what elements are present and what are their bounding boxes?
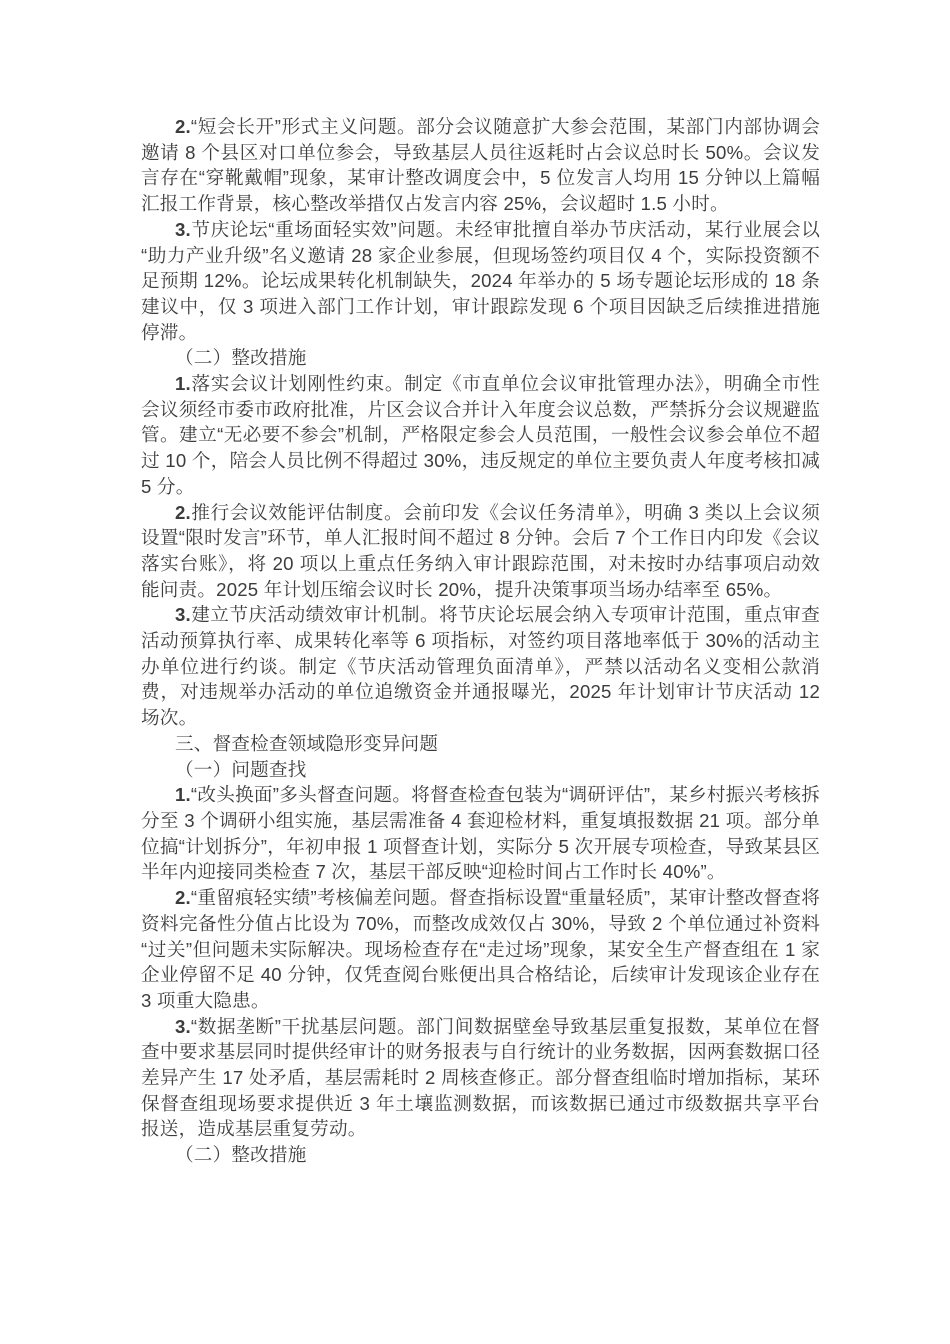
paragraph-number: 3.: [175, 218, 191, 240]
paragraph-number: 2.: [175, 887, 191, 909]
subheading-text: （一）问题查找: [175, 758, 307, 780]
paragraph-text: “改头换面”多头督查问题。将督查检查包装为“调研评估”，某乡村振兴考核拆分至 3 个调研小组实施，基层需准备 4 套迎检材料，重复填报数据 21 项。部分单位搞“计划拆分”，年初申报 1 项督查计划，实际分 5 次开展专项检查，导致某县区半年内迎接同类检查 7 次，基层干部反映“迎检时间占工作时长 40%”。: [141, 784, 820, 883]
paragraph-problem-paper-trail-bias: [141, 885, 820, 1014]
subheading-rectification-measures-2: [141, 1142, 820, 1168]
section-heading-inspection-issues: [141, 731, 820, 757]
document-text-body: [141, 114, 820, 1168]
paragraph-text: 落实会议计划刚性约束。制定《市直单位会议审批管理办法》，明确全市性会议须经市委市政府批准，片区会议合并计入年度会议总数，严禁拆分会议规避监管。建立“无必要不参会”机制，严格限定参会人员范围，一般性会议参会单位不超过 10 个，陪会人员比例不得超过 30%，违反规定的单位主要负责人年度考核扣减 5 分。: [141, 373, 820, 497]
paragraph-text: 推行会议效能评估制度。会前印发《会议任务清单》，明确 3 类以上会议须设置“限时发言”环节，单人汇报时间不超过 8 分钟。会后 7 个工作日内印发《会议落实台账》，将 20 项以上重点任务纳入审计跟踪范围，对未按时办结事项启动效能问责。2025 年计划压缩会议时长 20%，提升决策事项当场办结率至 65%。: [141, 501, 820, 600]
section-heading-text: 三、督查检查领域隐形变异问题: [175, 732, 439, 754]
paragraph-number: 3.: [175, 1015, 191, 1037]
paragraph-text: 节庆论坛“重场面轻实效”问题。未经审批擅自举办节庆活动，某行业展会以“助力产业升级”名义邀请 28 家企业参展，但现场签约项目仅 4 个，实际投资额不足预期 12%。论坛成果转化机制缺失，2024 年举办的 5 场专题论坛形成的 18 条建议中，仅 3 项进入部门工作计划，审计跟踪发现 6 个项目因缺乏后续推进措施停滞。: [141, 218, 820, 343]
paragraph-number: 1.: [175, 784, 191, 806]
paragraph-number: 2.: [175, 116, 191, 137]
paragraph-problem-short-meetings: [141, 114, 820, 217]
subheading-text: （二）整改措施: [175, 1144, 307, 1166]
paragraph-text: “短会长开”形式主义问题。部分会议随意扩大参会范围，某部门内部协调会邀请 8 个县区对口单位参会，导致基层人员往返耗时占会议总时长 50%。会议发言存在“穿靴戴帽”现象，某审计整改调度会中，5 位发言人均用 15 分钟以上篇幅汇报工作背景，核心整改举措仅占发言内容 25%，会议超时 1.5 小时。: [141, 116, 820, 215]
paragraph-measure-festival-audit: [141, 602, 820, 731]
paragraph-problem-disguised-inspections: [141, 782, 820, 885]
subheading-text: （二）整改措施: [175, 347, 307, 369]
paragraph-problem-festival-forums: [141, 217, 820, 346]
subheading-problem-finding: [141, 757, 820, 783]
paragraph-number: 3.: [175, 604, 191, 626]
paragraph-measure-meeting-evaluation: [141, 500, 820, 603]
subheading-rectification-measures: [141, 345, 820, 371]
paragraph-measure-meeting-plan: [141, 371, 820, 500]
paragraph-text: 建立节庆活动绩效审计机制。将节庆论坛展会纳入专项审计范围，重点审查活动预算执行率、成果转化率等 6 项指标，对签约项目落地率低于 30%的活动主办单位进行约谈。制定《节庆活动管理负面清单》，严禁以活动名义变相公款消费，对违规举办活动的单位追缴资金并通报曝光，2025 年计划审计节庆活动 12 场次。: [141, 604, 820, 729]
paragraph-problem-data-monopoly: [141, 1014, 820, 1143]
paragraph-text: “数据垄断”干扰基层问题。部门间数据壁垒导致基层重复报数，某单位在督查中要求基层同时提供经审计的财务报表与自行统计的业务数据，因两套数据口径差异产生 17 处矛盾，基层需耗时 2 周核查修正。部分督查组临时增加指标，某环保督查组现场要求提供近 3 年土壤监测数据，而该数据已通过市级数据共享平台报送，造成基层重复劳动。: [141, 1015, 820, 1140]
paragraph-text: “重留痕轻实绩”考核偏差问题。督查指标设置“重量轻质”，某审计整改督查将资料完备性分值占比设为 70%，而整改成效仅占 30%，导致 2 个单位通过补资料“过关”但问题未实际解决。现场检查存在“走过场”现象，某安全生产督查组在 1 家企业停留不足 40 分钟，仅凭查阅台账便出具合格结论，后续审计发现该企业存在 3 项重大隐患。: [141, 887, 820, 1011]
paragraph-number: 2.: [175, 501, 191, 523]
paragraph-number: 1.: [175, 373, 191, 395]
